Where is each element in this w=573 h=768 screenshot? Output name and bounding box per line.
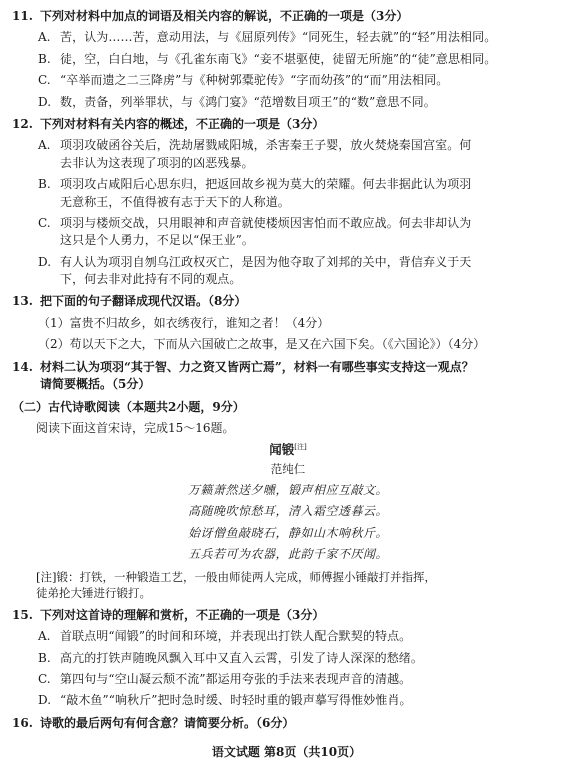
option-label: D. (38, 254, 52, 269)
option-label: A. (38, 30, 51, 45)
question-15 (12, 607, 564, 710)
option-label: B. (38, 51, 51, 66)
question-stem: 把下面的句子翻译成现代汉语。（8分） (40, 294, 247, 309)
option-b (12, 650, 564, 667)
question-stem: 下列对这首诗的理解和赏析，不正确的一项是（3分） (40, 607, 325, 622)
poem-line: 五兵若可为农器，此韵千家不厌闻。 (187, 547, 388, 562)
question-number: 13. (12, 294, 33, 309)
question-14 (12, 359, 564, 394)
option-text: 数，责备，列举罪状，与《鸿门宴》“范增数目项王”的“数”意思不同。 (60, 94, 436, 109)
poem-annotation (12, 569, 564, 602)
sub-question-2: （2）苟以天下之大，下而从六国破亡之故事，是又在六国下矣。（《六国论》）（4分） (38, 337, 486, 352)
option-label: D. (38, 94, 52, 109)
option-text: 第四句与“空山凝云颓不流”都运用夸张的手法来表现声音的清越。 (60, 672, 412, 687)
option-text: 高亢的打铁声随晚风飘入耳中又直入云霄，引发了诗人深深的愁绪。 (60, 650, 424, 665)
option-label: B. (38, 650, 51, 665)
option-text-line: 项羽与楼烦交战，只用眼神和声音就使楼烦因害怕而不敢应战。何去非却认为 (60, 215, 472, 230)
option-c (12, 671, 564, 688)
option-text: “敲木鱼”“响秋斤”把时急时缓、时轻时重的锻声摹写得惟妙惟肖。 (60, 693, 412, 708)
option-label: A. (38, 138, 51, 153)
option-text-line: 项羽攻破函谷关后，洗劫屠戮咸阳城，杀害秦王子婴，放火焚烧秦国宫室。何 (60, 138, 472, 153)
page-footer: 语文试题 第8页（共10页） (211, 745, 362, 759)
poem-line: 始讶僧鱼敲晓石，静如山木响秋斤。 (187, 525, 388, 540)
option-text-line: 无意称王，不值得被有志于天下的人称道。 (60, 194, 290, 209)
question-number: 11. (12, 9, 33, 23)
question-11 (12, 8, 564, 111)
poem (12, 441, 564, 563)
sub-question-1: （1）富贵不归故乡，如衣绣夜行，谁知之者！（4分） (38, 315, 330, 330)
question-number: 14. (12, 359, 33, 374)
option-d (12, 254, 564, 289)
question-13 (12, 293, 564, 353)
option-c (12, 72, 564, 89)
question-stem-line: 材料二认为项羽“其于智、力之资又皆两亡焉”，材料一有哪些事实支持这一观点？ (40, 359, 474, 374)
poem-line: 万籁萧然送夕曛，锻声相应互敲文。 (187, 483, 388, 497)
option-label: C. (38, 215, 51, 230)
option-text-line: 项羽攻占咸阳后心思东归，把返回故乡视为莫大的荣耀。何去非据此认为项羽 (60, 177, 472, 192)
poem-title: 闻锻 (269, 442, 295, 458)
question-stem: 诗歌的最后两句有何含意？请简要分析。（6分） (40, 715, 295, 730)
option-b (12, 176, 564, 211)
option-label: A. (38, 629, 51, 644)
poem-annotation-line: 徒弟抡大锤进行锻打。 (36, 586, 151, 601)
option-a (12, 137, 564, 172)
option-d (12, 94, 564, 111)
option-label: B. (38, 177, 51, 192)
option-text-line: 这只是个人勇力，不足以“保王业”。 (60, 233, 254, 248)
question-number: 12. (12, 116, 33, 131)
option-a (12, 29, 564, 46)
question-stem-line: 请简要概括。（5分） (40, 377, 151, 392)
option-a (12, 628, 564, 645)
exam-page (12, 8, 564, 732)
option-text-line: 下，何去非对此持有不同的观点。 (60, 272, 242, 287)
poem-author: 范纯仁 (270, 462, 306, 477)
option-text-line: 去非认为这表现了项羽的凶恶残暴。 (60, 155, 254, 170)
poem-annotation-line: [注]锻：打铁，一种锻造工艺，一般由师徒两人完成，师傅握小锤敲打并指挥， (36, 569, 436, 584)
section-intro: 阅读下面这首宋诗，完成15～16题。 (36, 420, 235, 435)
question-number: 15. (12, 607, 33, 622)
option-c (12, 215, 564, 250)
question-stem: 下列对材料中加点的词语及相关内容的解说，不正确的一项是（3分） (40, 9, 409, 23)
question-16 (12, 715, 564, 732)
question-number: 16. (12, 715, 33, 730)
option-d (12, 692, 564, 709)
poem-title-note-marker: [注] (294, 443, 307, 452)
section-heading: （二）古代诗歌阅读（本题共2小题，9分） (12, 400, 245, 415)
option-label: C. (38, 73, 51, 88)
question-12 (12, 116, 564, 289)
option-text: 徒，空，白白地，与《孔雀东南飞》“妾不堪驱使，徒留无所施”的“徒”意思相同。 (60, 51, 497, 66)
option-text: 苦，认为……苦，意动用法，与《屈原列传》“同死生，轻去就”的“轻”用法相同。 (60, 30, 497, 45)
option-text: “卒举而遗之二三降虏”与《种树郭橐驼传》“字而幼孩”的“而”用法相同。 (60, 73, 449, 88)
question-stem: 下列对材料有关内容的概述，不正确的一项是（3分） (40, 116, 325, 131)
option-label: D. (38, 693, 52, 708)
option-text-line: 有人认为项羽自刎乌江政权灭亡，是因为他夺取了刘邦的关中，背信弃义于天 (60, 254, 472, 269)
option-b (12, 51, 564, 68)
poem-line: 高随晚吹惊愁耳，清入霜空透暮云。 (187, 504, 388, 519)
option-label: C. (38, 672, 51, 687)
option-text: 首联点明“闻锻”的时间和环境，并表现出打铁人配合默契的特点。 (60, 629, 412, 644)
